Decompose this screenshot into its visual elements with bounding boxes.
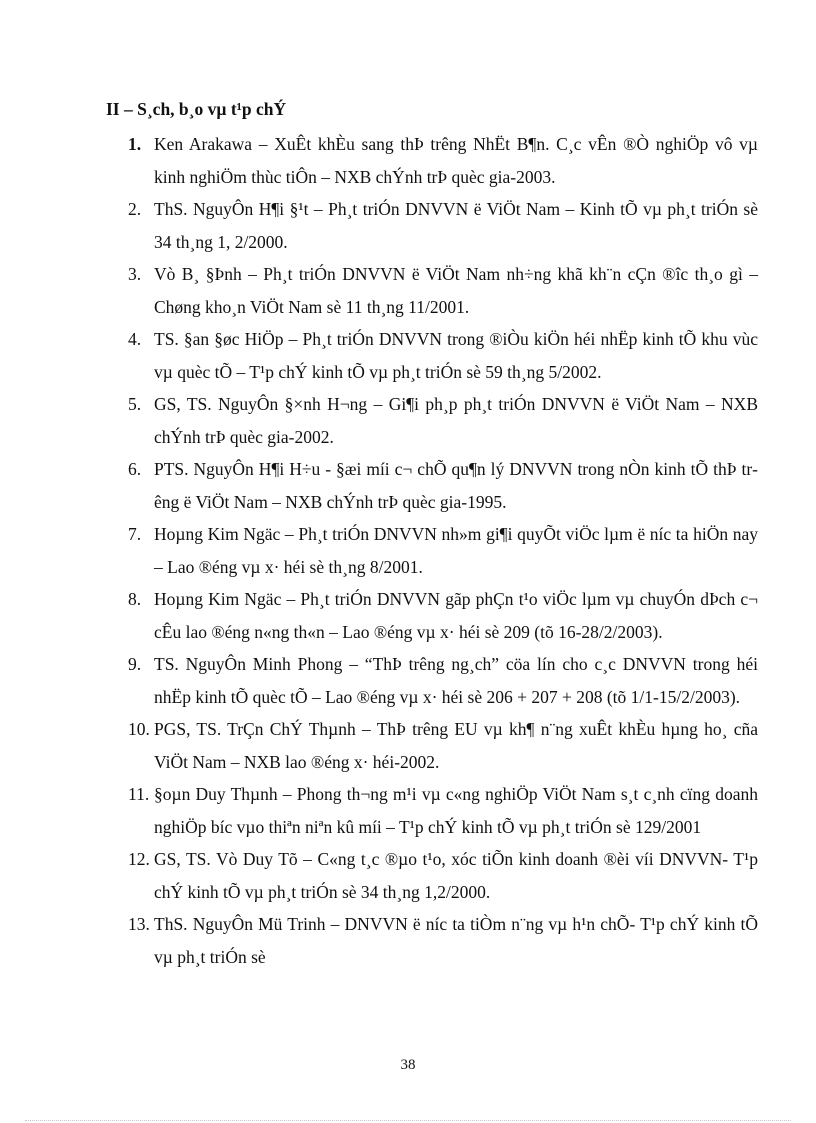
reference-item [128, 843, 758, 908]
page-number: 38 [400, 1057, 416, 1073]
reference-item [128, 453, 758, 518]
reference-item [128, 778, 758, 843]
reference-item [128, 193, 758, 258]
reference-number: 11. [128, 784, 150, 804]
section-heading: II – S¸ch, b¸o vµ t¹p chÝ [106, 99, 287, 119]
reference-item [128, 258, 758, 323]
reference-text: Hoµng Kim Ngäc – Ph¸t triÓn DNVVN gãp phÇn t¹o viÖc lµm vµ chuyÓn dÞch c¬ cÊu lao ®éng n«ng th«n – Lao ®éng vµ x· héi sè 209 (tõ 16-28/2/2003). [154, 589, 758, 642]
reference-text: GS, TS. Vò Duy Tõ – C«ng t¸c ®µo t¹o, xóc tiÕn kinh doanh ®èi víi DNVVN- T¹p chÝ kinh tÕ vµ ph¸t triÓn sè 34 th¸ng 1,2/2000. [154, 849, 758, 902]
reference-number: 3. [128, 264, 142, 284]
reference-item [128, 388, 758, 453]
reference-number: 8. [128, 589, 142, 609]
reference-text: Hoµng Kim Ngäc – Ph¸t triÓn DNVVN nh»m gi¶i quyÕt viÖc lµm ë níc ta hiÖn nay – Lao ®éng vµ x· héi sè th¸ng 8/2001. [154, 524, 758, 577]
reference-number: 10. [128, 719, 150, 739]
reference-number: 12. [128, 849, 150, 869]
reference-item [128, 323, 758, 388]
reference-text: ThS. NguyÔn H¶i §¹t – Ph¸t triÓn DNVVN ë ViÖt Nam – Kinh tÕ vµ ph¸t triÓn sè 34 th¸ng 1, 2/2000. [154, 199, 758, 252]
reference-text: TS. NguyÔn Minh Phong – “ThÞ trêng ng¸ch” cöa lín cho c¸c DNVVN trong héi nhËp kinh tÕ quèc tÕ – Lao ®éng vµ x· héi sè 206 + 207 + 208 (tõ 1/1-15/2/2003). [154, 654, 758, 707]
reference-item [128, 648, 758, 713]
reference-number: 13. [128, 914, 150, 934]
reference-item [128, 713, 758, 778]
reference-number: 9. [128, 654, 142, 674]
reference-text: PGS, TS. TrÇn ChÝ Thµnh – ThÞ trêng EU vµ kh¶ n¨ng xuÊt khÈu hµng ho¸ cña ViÖt Nam – NXB lao ®éng x· héi-2002. [154, 719, 758, 772]
reference-number: 1. [128, 134, 142, 154]
reference-number: 4. [128, 329, 142, 349]
reference-item [128, 908, 758, 973]
reference-text: GS, TS. NguyÔn §×nh H¬ng – Gi¶i ph¸p ph¸t triÓn DNVVN ë ViÖt Nam – NXB chÝnh trÞ quèc gia-2002. [154, 394, 758, 447]
reference-text: §oµn Duy Thµnh – Phong th¬ng m¹i vµ c«ng nghiÖp ViÖt Nam s¸t c¸nh cïng doanh nghiÖp bíc vµo thiªn niªn kû míi – T¹p chÝ kinh tÕ vµ ph¸t triÓn sè 129/2001 [154, 784, 758, 837]
reference-item [128, 583, 758, 648]
reference-text: Vò B¸ §Þnh – Ph¸t triÓn DNVVN ë ViÖt Nam nh÷ng khã kh¨n cÇn ®îc th¸o gì – Chøng kho¸n ViÖt Nam sè 11 th¸ng 11/2001. [154, 264, 758, 317]
page-bottom-rule [25, 1120, 791, 1121]
reference-text: TS. §an §øc HiÖp – Ph¸t triÓn DNVVN trong ®iÒu kiÖn héi nhËp kinh tÕ khu vùc vµ quèc tÕ – T¹p chÝ kinh tÕ vµ ph¸t triÓn sè 59 th¸ng 5/2002. [154, 329, 758, 382]
reference-item [128, 128, 758, 193]
reference-item [128, 518, 758, 583]
reference-text: PTS. NguyÔn H¶i H÷u - §æi míi c¬ chÕ qu¶n lý DNVVN trong nÒn kinh tÕ thÞ trêng ë ViÖt Nam – NXB chÝnh trÞ quèc gia-1995. [154, 459, 758, 512]
reference-number: 5. [128, 394, 142, 414]
reference-list [128, 128, 758, 973]
reference-number: 2. [128, 199, 142, 219]
reference-number: 7. [128, 524, 142, 544]
reference-number: 6. [128, 459, 142, 479]
reference-text: Ken Arakawa – XuÊt khÈu sang thÞ trêng NhËt B¶n. C¸c vÊn ®Ò nghiÖp vô vµ kinh nghiÖm thùc tiÔn – NXB chÝnh trÞ quèc gia-2003. [154, 134, 758, 187]
reference-text: ThS. NguyÔn Mü Trinh – DNVVN ë níc ta tiÒm n¨ng vµ h¹n chÕ- T¹p chÝ kinh tÕ vµ ph¸t triÓn sè [154, 914, 758, 967]
